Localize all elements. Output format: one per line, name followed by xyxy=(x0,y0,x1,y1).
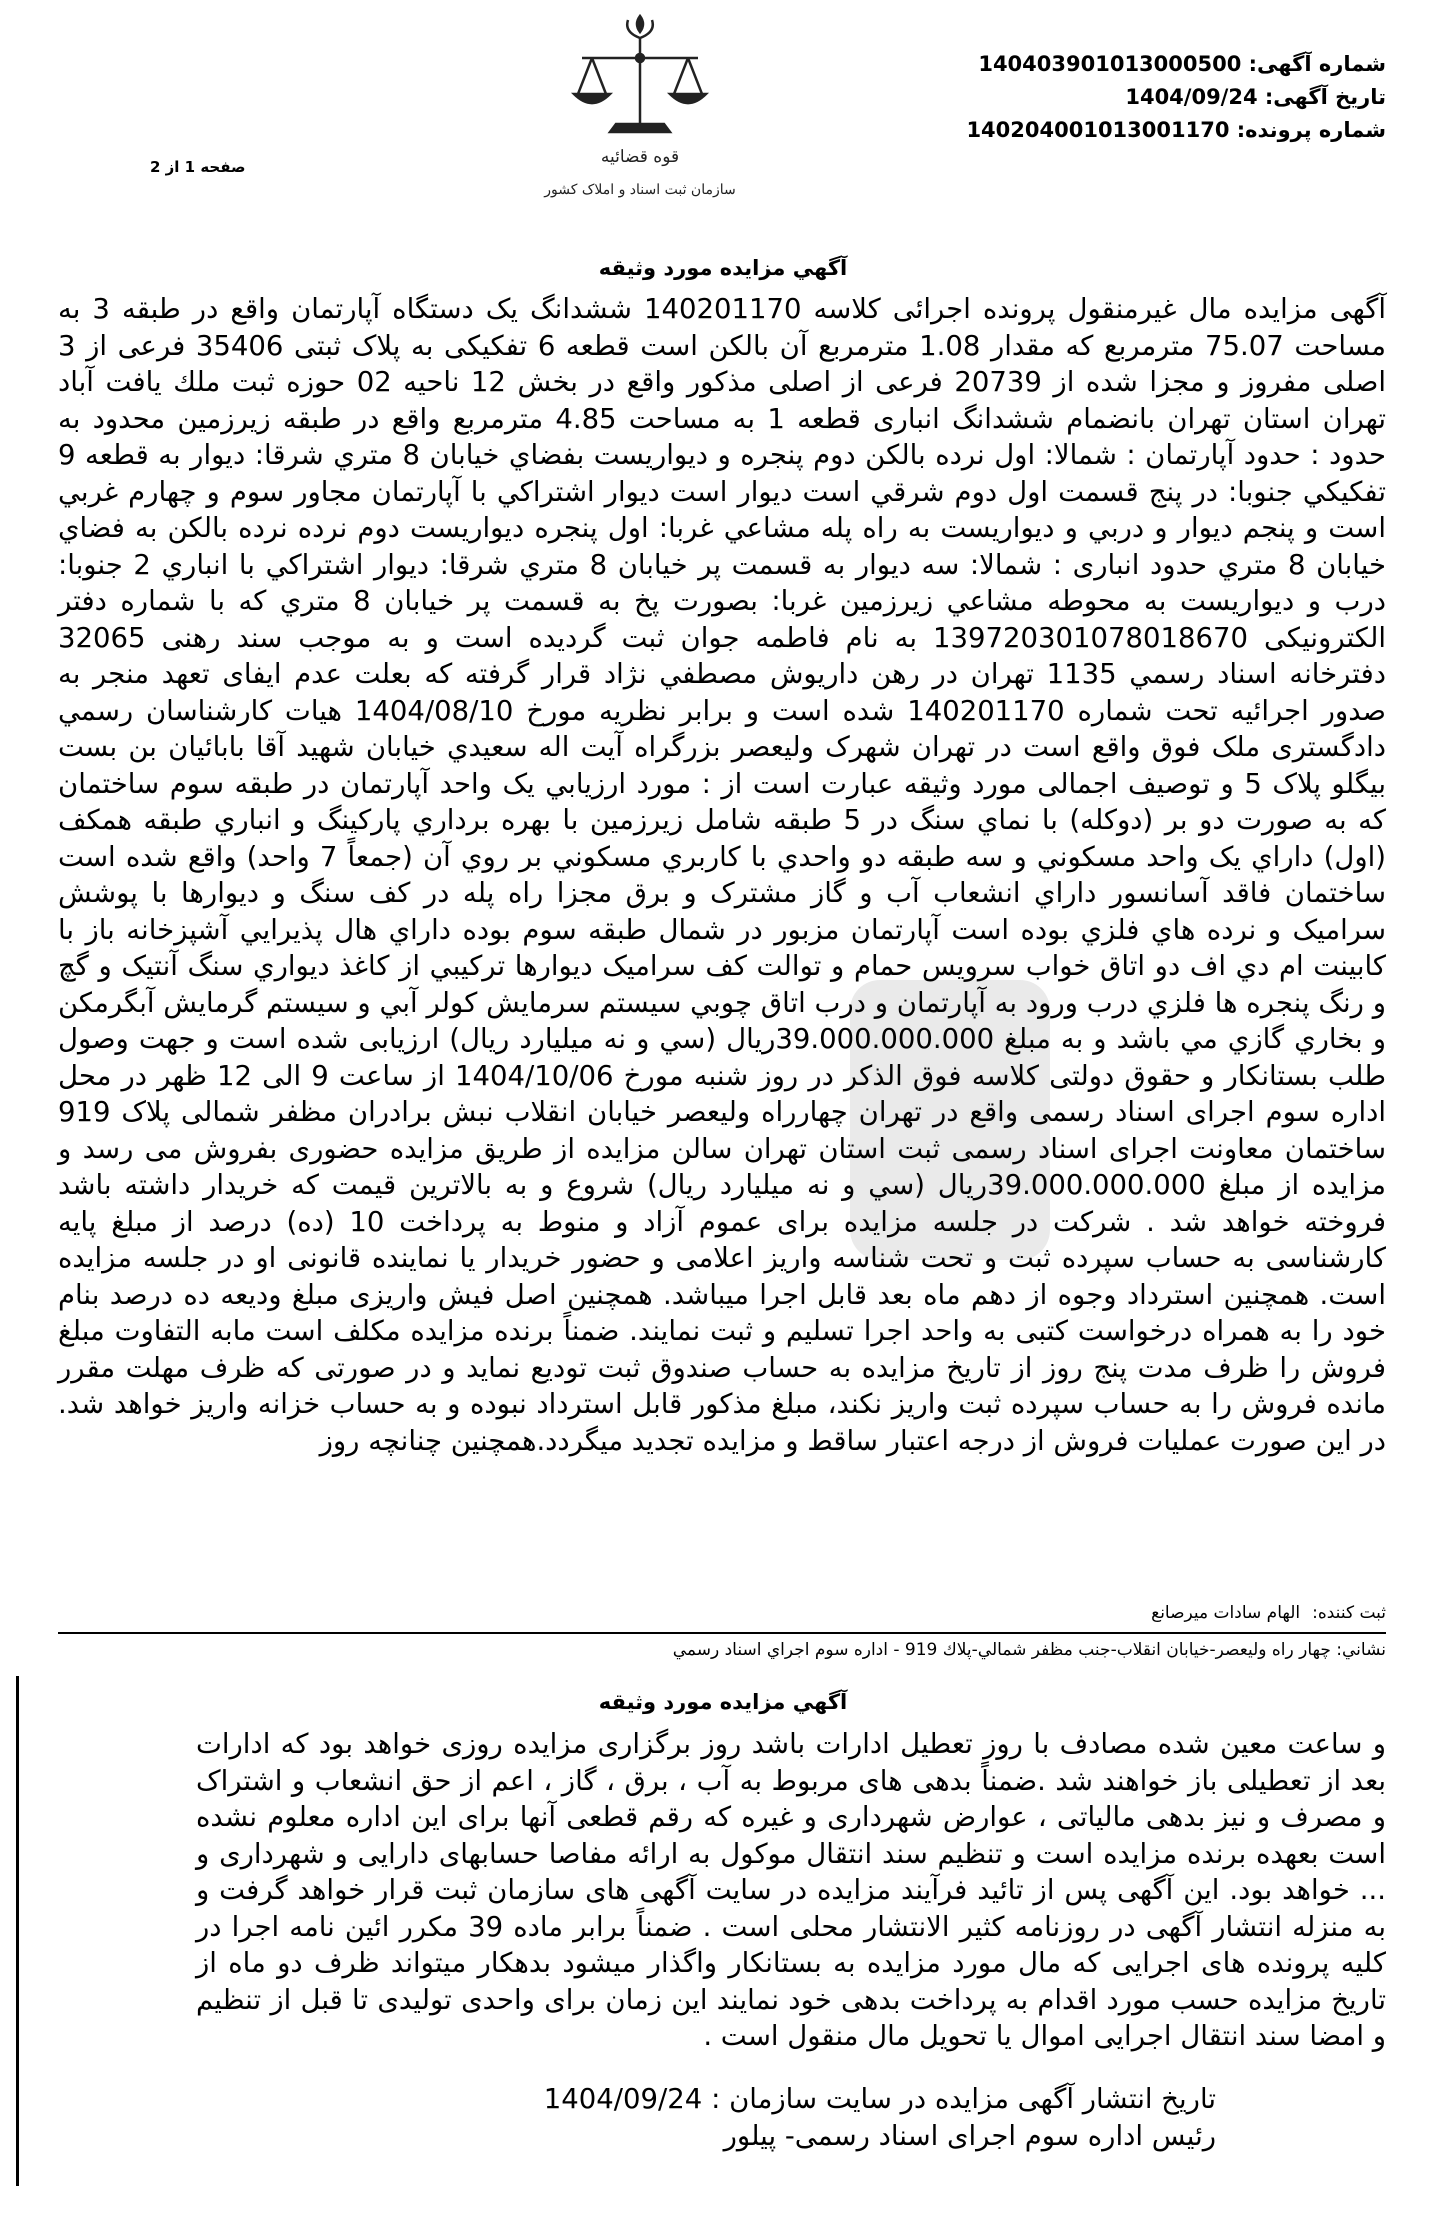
publish-date-line xyxy=(544,2081,1216,2118)
publish-date: 1404/09/24 xyxy=(543,2083,703,2115)
notice-number-row xyxy=(966,48,1386,81)
case-number-label: شماره پرونده: xyxy=(1236,118,1386,142)
signature: رئیس اداره سوم اجرای اسناد رسمی- پیلور xyxy=(723,2120,1216,2152)
notice-number: 140403901013000500 xyxy=(978,52,1242,76)
emblem-subtitle: سازمان ثبت اسناد و املاک کشور xyxy=(544,182,736,198)
registrar-name: الهام سادات ميرصانع xyxy=(1151,1603,1301,1623)
notice-date-label: تاریخ آگهی: xyxy=(1264,85,1386,109)
notice-number-label: شماره آگهی: xyxy=(1248,52,1386,76)
registrar xyxy=(1151,1603,1386,1623)
notice-date: 1404/09/24 xyxy=(1125,85,1258,109)
notice-metadata xyxy=(966,48,1386,147)
section1-title: آگهي مزايده مورد وثيقه xyxy=(598,256,848,280)
registrar-label: ثبت کننده: xyxy=(1312,1603,1386,1623)
page-indicator: صفحه 1 از 2 xyxy=(150,158,246,176)
judiciary-emblem-icon xyxy=(520,6,760,216)
section2-body: و ساعت معين شده مصادف با روز تعطيل ادارات باشد روز برگزاری مزايده روزی خواهد بود كه ادارات بعد از تعطيلی باز خواهند شد .ضمناً بدهی های مربوط به آب ، برق ، گاز ، اعم از حق انشعاب و اشتراک و مصرف و نيز بدهی مالياتی ، عوارض شهرداری و غيره كه رقم قطعی آنها برای اين اداره معلوم نشده است بعهده برنده مزايده است و تنظيم سند انتقال موكول به ارائه مفاصا حسابهای دارايی و شهرداری و ... خواهد بود. اين آگهی پس از تائيد فرآيند مزايده در سايت آگهی های سازمان ثبت قرار خواهد گرفت و به منزله انتشار آگهی در روزنامه كثير الانتشار محلی است . ضمناً برابر ماده 39 مكرر ائين نامه اجرا در كليه پرونده های اجرايی كه مال مورد مزايده به بستانكار واگذار ميشود بدهكار ميتواند ظرف دو ماه از تاريخ مزايده حسب مورد اقدام به پرداخت بدهی خود نمايند اين زمان برای واحدی توليدی تا قبل از تنظيم و امضا سند انتقال اجرايی اموال يا تحويل مال منقول است . xyxy=(196,1728,1387,2052)
case-number: 140204001013001170 xyxy=(966,118,1230,142)
case-number-row xyxy=(966,114,1386,147)
emblem-title: قوه قضائیه xyxy=(600,147,680,167)
section1-body: آگهی مزایده مال غیرمنقول پرونده اجرائی کلاسه 140201170 ششدانگ یک دستگاه آپارتمان واقع در طبقه 3 به مساحت 75.07 مترمربع که مقدار 1.08 مترمربع آن بالکن است قطعه 6 تفکیکی به پلاک ثبتی 35406 فرعی از 3 اصلی مفروز و مجزا شده از 20739 فرعی از اصلی مذکور واقع در بخش 12 ناحیه 02 حوزه ثبت ملك يافت آباد تهران استان تهران بانضمام ششدانگ انباری قطعه 1 به مساحت 4.85 مترمربع واقع در طبقه زيرزمين محدود به حدود : حدود آپارتمان : شمالا: اول نرده بالكن دوم پنجره و ديواريست بفضاي خيابان 8 متري شرقا: ديوار به قطعه 9 تفكيكي جنوبا: در پنج قسمت اول دوم شرقي است ديوار است ديوار اشتراكي با آپارتمان مجاور سوم و چهارم غربي است و پنجم ديوار و دربي و ديواريست به راه پله مشاعي غربا: اول پنجره ديواريست دوم نرده نرده بالكن به فضاي خيابان 8 متري حدود انباری : شمالا: سه ديوار به قسمت پر خيابان 8 متري شرقا: ديوار اشتراكي با انباري 2 جنوبا: درب و ديواريست به محوطه مشاعي زيرزمين غربا: بصورت پخ به قسمت پر خيابان 8 متري که با شماره دفتر الکترونیکی 139720301078018670 به نام فاطمه جوان ثبت گرديده است و به موجب سند رهنی 32065 دفترخانه اسناد رسمي 1135 تهران در رهن داريوش مصطفي نژاد قرار گرفته که بعلت عدم ايفای تعهد منجر به صدور اجرائيه تحت شماره 140201170 شده است و برابر نظريه مورخ 1404/08/10 هيات كارشناسان رسمي دادگستری ملک فوق واقع است در تهران شهرک وليعصر بزرگراه آيت اله سعيدي خيابان شهيد آقا بابائيان بن بست بيگلو پلاک 5 و توصيف اجمالی مورد وثيقه عبارت است از : مورد ارزيابي يک واحد آپارتمان در طبقه سوم ساختمان که به صورت دو بر (دوكله) با نماي سنگ در 5 طبقه شامل زيرزمين با بهره برداري پاركينگ و انباري طبقه همكف (اول) داراي يک واحد مسكوني و سه طبقه دو واحدي با كاربري مسكوني بر روي آن (جمعاً 7 واحد) واقع شده است ساختمان فاقد آسانسور داراي انشعاب آب و گاز مشترک و برق مجزا راه پله در كف سنگ و ديوارها با پوشش سراميک و نرده هاي فلزي بوده است آپارتمان مزبور در شمال طبقه سوم بوده داراي هال پذيرايي آشپزخانه باز با كابينت ام دي اف دو اتاق خواب سرويس حمام و توالت كف سراميک ديوارها تركيبي از كاغذ ديواري سنگ آنتيک و گچ و رنگ پنجره ها فلزي درب ورود به آپارتمان و درب اتاق چوبي سيستم سرمايش كولر آبي و سيستم گرمايش آبگرمكن و بخاري گازي مي باشد و به مبلغ 39.000.000.000ريال (سي و نه ميليارد ريال) ارزيابی شده است و جهت وصول طلب بستانكار و حقوق دولتی کلاسه فوق الذكر در روز شنبه مورخ 1404/10/06 از ساعت 9 الی 12 ظهر در محل اداره سوم اجرای اسناد رسمی واقع در تهران چهارراه وليعصر خيابان انقلاب نبش برادران مظفر شمالی پلاک 919 ساختمان معاونت اجرای اسناد رسمی ثبت استان تهران سالن مزايده از طريق مزايده حضوری بفروش می رسد و مزايده از مبلغ 39.000.000.000ريال (سي و نه ميليارد ريال) شروع و به بالاترين قيمت كه خريدار داشته باشد فروخته خواهد شد . شركت در جلسه مزايده برای عموم آزاد و منوط به پرداخت 10 (ده) درصد از مبلغ پايه كارشناسی به حساب سپرده ثبت و تحت شناسه واريز اعلامی و حضور خريدار يا نماينده قانونی او در جلسه مزايده است. همچنين استرداد وجوه از دهم ماه بعد قابل اجرا میباشد. همچنين اصل فيش واريزی مبلغ وديعه ده درصد بنام خود را به همراه درخواست كتبی به واحد اجرا تسليم و ثبت نمايند. ضمناً برنده مزايده مكلف است مابه التفاوت مبلغ فروش را ظرف مدت پنج روز از تاريخ مزايده به حساب صندوق ثبت توديع نمايد و در صورتی كه ظرف مهلت مقرر مانده فروش را به حساب سپرده ثبت واريز نكند، مبلغ مذكور قابل استرداد نبوده و به حساب خزانه واريز خواهد شد. در اين صورت عمليات فروش از درجه اعتبار ساقط و مزايده تجديد ميگردد.همچنين چنانچه روز xyxy=(58,293,1387,1457)
publish-label: تاریخ انتشار آگهی مزایده در سایت سازمان : xyxy=(711,2083,1216,2115)
page-divider-line xyxy=(16,1676,19,2186)
notice-date-row xyxy=(966,81,1386,114)
section2-title: آگهي مزايده مورد وثيقه xyxy=(598,1690,848,1714)
office-address: نشاني: چهار راه وليعصر-خيابان انقلاب-جنب مظفر شمالي-پلاك 919 - اداره سوم اجراي اسناد رسمي xyxy=(58,1632,1386,1660)
